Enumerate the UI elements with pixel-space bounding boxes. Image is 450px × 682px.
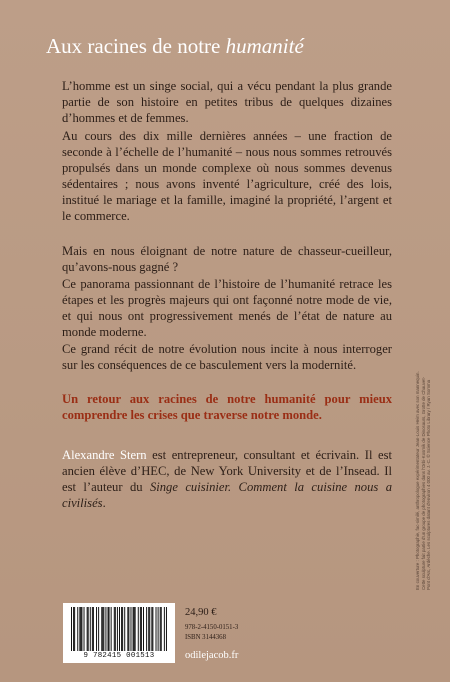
publisher-website[interactable]: odilejacob.fr — [185, 650, 239, 661]
barcode-bar — [138, 607, 139, 651]
author-name: Alexandre Stern — [62, 448, 147, 462]
barcode-bar — [88, 607, 89, 651]
barcode-bar — [146, 607, 147, 651]
barcode-bar — [90, 607, 91, 651]
isbn-code: ISBN 3144368 — [185, 634, 226, 641]
isbn-13: 978-2-4150-0151-3 — [185, 624, 239, 631]
barcode-bar — [134, 607, 135, 651]
barcode-bar — [73, 607, 74, 651]
barcode-bar — [166, 607, 167, 651]
paragraph-text: Ce grand récit de notre évolution nous incite à nous interroger sur les conséquences de ce basculement vers la modernité. — [62, 342, 392, 373]
barcode-bar — [103, 607, 104, 651]
blurb-paragraph-5 — [62, 341, 392, 373]
barcode-bar — [156, 607, 157, 651]
barcode-bar — [151, 607, 152, 651]
barcode-bar — [133, 607, 134, 651]
barcode-bar — [77, 607, 78, 651]
paragraph-text: Ce panorama passionnant de l’histoire de l’humanité retrace les étapes et les progrès majeurs qui ont façonné notre mode de vie, et qui nous ont progressivement menés de l’état de nature au monde moderne. — [62, 277, 392, 340]
barcode-bar — [101, 607, 102, 651]
blurb-paragraph-2 — [62, 128, 392, 225]
paragraph-text: Au cours des dix mille dernières années – une fraction de seconde à l’échelle de l’humanité – nous nous sommes retrouvés propulsés dans un monde complexe où nous sommes devenus sédentaires ; nous avons inventé l’agriculture, créé des lois, institué le mariage et la famille, imaginé la propriété, l’argent et le commerce. — [62, 129, 392, 224]
bio-text-1: est entrepreneur, consultant et écrivain. Il est ancien élève d’HEC, de New York University et de l’Insead. Il est l’auteur du — [62, 448, 392, 495]
barcode-bar — [74, 607, 75, 651]
barcode-bar — [115, 607, 116, 651]
blurb-paragraph-4 — [62, 276, 392, 340]
barcode-bar — [81, 607, 82, 651]
barcode-bar — [87, 607, 88, 651]
barcode-bar — [127, 607, 128, 651]
title-prefix: Aux racines de notre — [46, 34, 226, 58]
barcode-bar — [130, 607, 131, 651]
barcode-bar — [79, 607, 80, 651]
barcode-bar — [135, 607, 136, 651]
cover-credit: En couverture : Photographie, fac-similé, anthropologue expérimentateur Jean-Louis Heim avec son mannequin. Cette sculpture fait partie d'un groupe de photographies dans l'Orbi-Kosmik de Dinosaurs, Grotte de Chauvet-Pont d'Arc, Ardèche. Les sculptures datant d'environ 4 000 av. J.-C. © Science Photo Library / Ryan Somma — [415, 371, 432, 590]
title-italic: humanité — [225, 34, 304, 58]
barcode-bar — [93, 607, 94, 651]
barcode-bar — [117, 607, 118, 651]
barcode-bar — [105, 607, 106, 651]
barcode-bar — [71, 607, 72, 651]
barcode-bar — [158, 607, 159, 651]
barcode-bar — [98, 607, 99, 651]
blurb-paragraph-1 — [62, 78, 392, 126]
barcode-bar — [143, 607, 144, 651]
barcode-bar — [102, 607, 103, 651]
price: 24,90 € — [185, 607, 217, 618]
barcode-bar — [80, 607, 81, 651]
barcode-bar — [160, 607, 161, 651]
barcode-bar — [164, 607, 165, 651]
barcode-bar — [119, 607, 120, 651]
barcode-bar — [148, 607, 149, 651]
barcode-bar — [92, 607, 93, 651]
barcode-bar — [124, 607, 125, 651]
barcode-bar — [108, 607, 109, 651]
cover-title — [46, 34, 426, 59]
paragraph-text: Mais en nous éloignant de notre nature de chasseur-cueilleur, qu’avons-nous gagné ? — [62, 244, 392, 275]
barcode-bar — [96, 607, 97, 651]
barcode-bar — [152, 607, 153, 651]
tagline: Un retour aux racines de notre humanité pour mieux comprendre les crises que traverse notre monde. — [62, 392, 392, 423]
barcode-bar — [111, 607, 112, 651]
barcode-bar — [121, 607, 122, 651]
barcode-bar — [114, 607, 115, 651]
barcode-bar — [128, 607, 129, 651]
barcode-bar — [122, 607, 123, 651]
barcode-bar — [161, 607, 162, 651]
paragraph-text: L’homme est un singe social, qui a vécu pendant la plus grande partie de son histoire en petites tribus de quelques dizaines d’hommes et de femmes. — [62, 79, 392, 126]
barcode-bar — [149, 607, 150, 651]
author-bio — [62, 447, 392, 511]
barcode-bar — [109, 607, 110, 651]
barcode-bar — [84, 607, 85, 651]
bio-text-2: . — [102, 496, 106, 511]
barcode-bar — [141, 607, 142, 651]
blurb-paragraph-3 — [62, 243, 392, 275]
barcode-digits: 9 782415 001513 — [83, 652, 155, 660]
book-title: Singe cuisinier. Comment la cuisine nous a civilisés — [62, 480, 392, 511]
barcode-bars — [63, 603, 175, 653]
barcode — [63, 603, 175, 663]
barcode-bar — [140, 607, 141, 651]
